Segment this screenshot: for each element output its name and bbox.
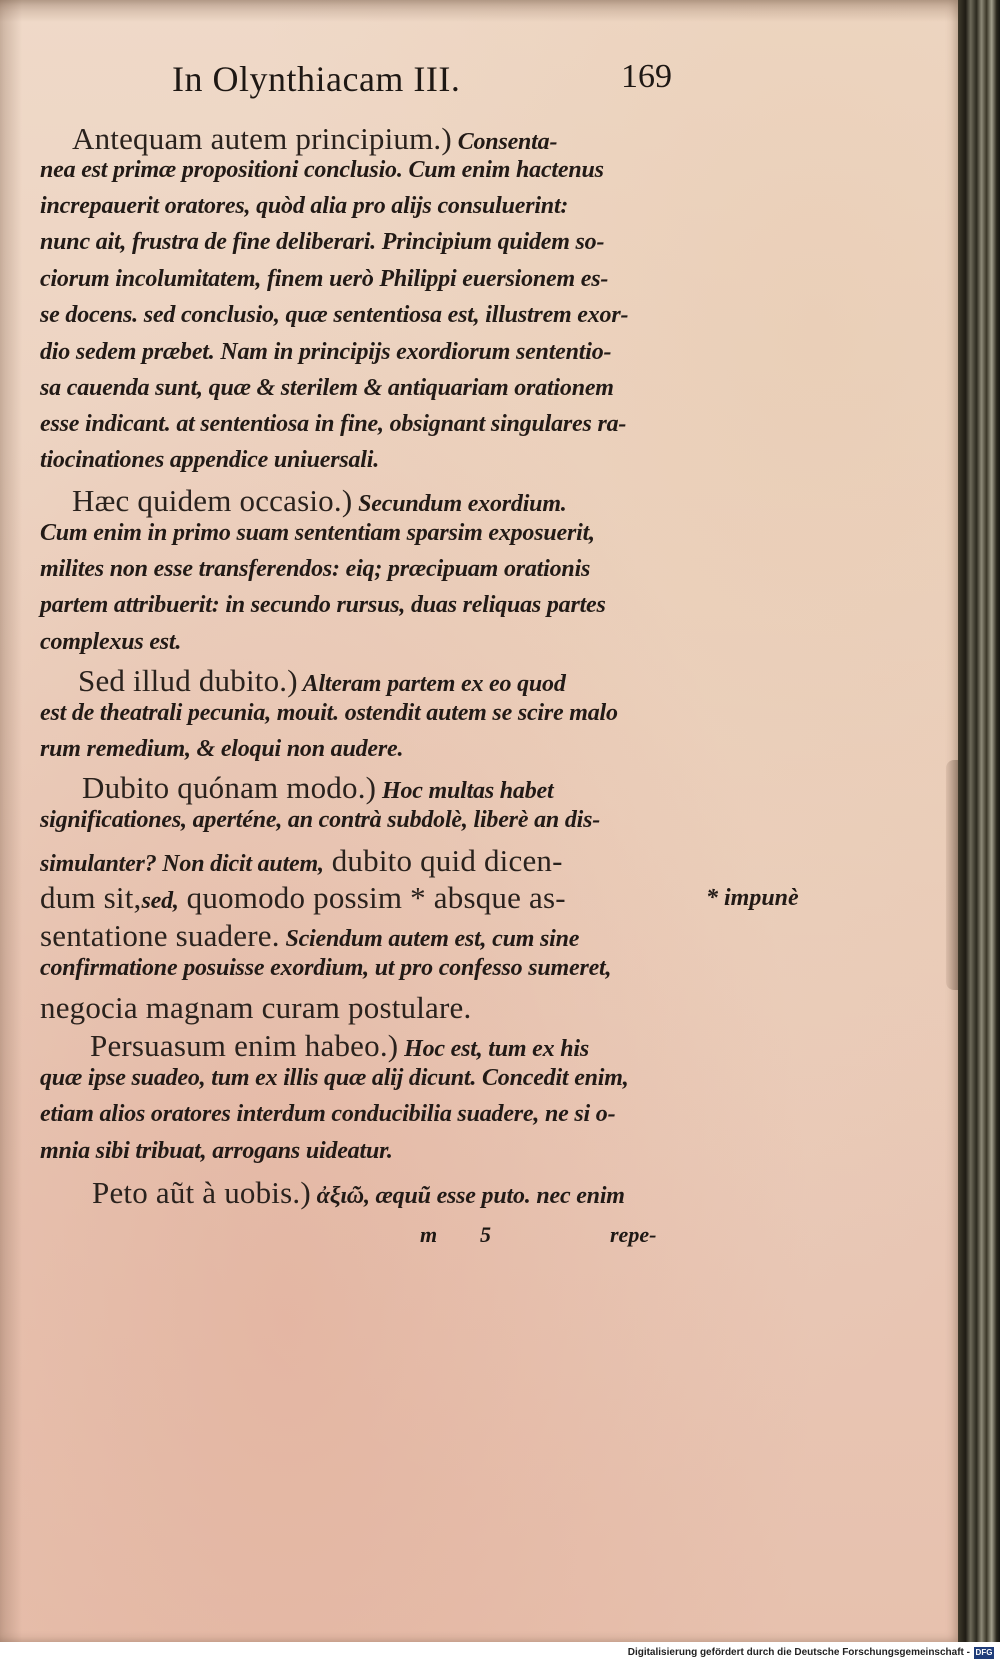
- text-line: [40, 521, 595, 545]
- text-line: [40, 557, 590, 581]
- text-line: [40, 303, 628, 327]
- text-line: [40, 701, 618, 725]
- lemma-text: Peto aũt à uobis.): [92, 1175, 311, 1210]
- commentary-text: nunc ait, frustra de fine deliberari. Principium quidem so-: [40, 229, 605, 255]
- commentary-text: rum remedium, & eloqui non audere.: [40, 736, 404, 762]
- text-line: [40, 267, 608, 291]
- commentary-text: nea est primæ propositioni conclusio. Cum enim hactenus: [40, 157, 604, 183]
- text-line: [40, 1066, 629, 1090]
- text-line: [72, 485, 567, 516]
- text-line: [40, 882, 566, 913]
- lemma-text: Dubito quónam modo.): [82, 770, 377, 805]
- catchword: repe-: [610, 1222, 657, 1247]
- running-head: [172, 58, 672, 108]
- text-line: [40, 920, 579, 951]
- lemma-text: Antequam autem principium.): [72, 121, 452, 156]
- commentary-text: Hoc multas habet: [376, 778, 554, 804]
- running-head-title: In Olynthiacam III.: [172, 59, 461, 99]
- text-line: [40, 1139, 393, 1163]
- lemma-text: quomodo possim * absque as-: [178, 880, 566, 915]
- lemma-text: sentatione suadere.: [40, 918, 280, 953]
- commentary-text: Hoc est, tum ex his: [398, 1036, 589, 1062]
- lemma-text: dum sit,: [40, 880, 142, 915]
- text-line: [40, 1102, 615, 1126]
- signature-mark: m: [420, 1222, 438, 1247]
- signature-number: 5: [480, 1222, 491, 1247]
- margin-note: * impunè: [706, 885, 799, 911]
- commentary-text: confirmatione posuisse exordium, ut pro confesso sumeret,: [40, 955, 612, 981]
- commentary-text: Secundum exordium.: [352, 491, 567, 517]
- text-line: [40, 737, 403, 761]
- commentary-text: esse indicant. at sententiosa in fine, obsignant singulares ra-: [40, 411, 627, 437]
- lemma-text: negocia magnam curam postulare.: [40, 990, 472, 1025]
- commentary-text: se docens. sed conclusio, quæ sententiosa est, illustrem exor-: [40, 302, 629, 328]
- text-line: [82, 772, 553, 803]
- text-line: [72, 123, 557, 154]
- commentary-text: Sciendum autem est, cum sine: [279, 926, 580, 952]
- page-number: 169: [621, 58, 672, 95]
- text-line: [40, 194, 568, 218]
- text-line: [40, 230, 604, 254]
- book-fore-edge: [958, 0, 1000, 1642]
- text-line: [92, 1177, 625, 1208]
- commentary-text: mnia sibi tribuat, arrogans uideatur.: [40, 1138, 393, 1164]
- commentary-text: Consenta-: [451, 129, 558, 155]
- commentary-text: complexus est.: [40, 629, 182, 655]
- text-line: [40, 376, 614, 400]
- text-line: [90, 1030, 589, 1061]
- commentary-text: partem attribuerit: in secundo rursus, duas reliquas partes: [40, 592, 606, 618]
- commentary-text: simulanter? Non dicit autem,: [40, 851, 324, 877]
- commentary-text: quæ ipse suadeo, tum ex illis quæ alij dicunt. Concedit enim,: [40, 1065, 629, 1091]
- text-line: [40, 412, 626, 436]
- lemma-text: Hæc quidem occasio.): [72, 483, 353, 518]
- lemma-text: Persuasum enim habeo.): [90, 1028, 399, 1063]
- text-line: [40, 593, 606, 617]
- text-line: [40, 808, 600, 832]
- lemma-text: dubito quid dicen-: [323, 843, 563, 878]
- text-line: [40, 630, 181, 654]
- commentary-text: sed,: [141, 888, 179, 914]
- text-line: [78, 665, 566, 696]
- commentary-text: Alteram partem ex eo quod: [297, 671, 566, 697]
- commentary-text: significationes, aperténe, an contrà subdolè, liberè an dis-: [40, 807, 601, 833]
- commentary-text: Cum enim in primo suam sententiam sparsim exposuerit,: [40, 520, 595, 546]
- commentary-text: est de theatrali pecunia, mouit. ostendit autem se scire malo: [40, 700, 618, 726]
- commentary-text: increpauerit oratores, quòd alia pro alijs consuluerint:: [40, 193, 569, 219]
- commentary-text: etiam alios oratores interdum conducibilia suadere, ne si o-: [40, 1101, 616, 1127]
- commentary-text: tiocinationes appendice uniuersali.: [40, 447, 380, 473]
- commentary-text: milites non esse transferendos: eiq; præcipuam orationis: [40, 556, 591, 582]
- text-line: [40, 956, 611, 980]
- dfg-logo: DFG: [975, 1648, 993, 1657]
- lemma-text: Sed illud dubito.): [78, 663, 298, 698]
- text-line: [40, 448, 379, 472]
- text-line: [40, 340, 611, 364]
- commentary-text: ἀξιῶ, æquũ esse puto. nec enim: [310, 1183, 625, 1209]
- text-line: [40, 992, 471, 1023]
- footer-bar: [0, 1642, 1000, 1665]
- text-line: [40, 845, 563, 876]
- commentary-text: sa cauenda sunt, quæ & sterilem & antiquariam orationem: [40, 375, 614, 401]
- commentary-text: dio sedem præbet. Nam in principijs exordiorum sententio-: [40, 339, 612, 365]
- page-shadow-left: [0, 0, 22, 1642]
- signature-line: [420, 1222, 680, 1262]
- page-shadow-top: [0, 0, 962, 22]
- text-line: [40, 158, 604, 182]
- footer-credit: Digitalisierung gefördert durch die Deutsche Forschungsgemeinschaft -: [627, 1647, 970, 1658]
- commentary-text: ciorum incolumitatem, finem uerò Philippi euersionem es-: [40, 266, 609, 292]
